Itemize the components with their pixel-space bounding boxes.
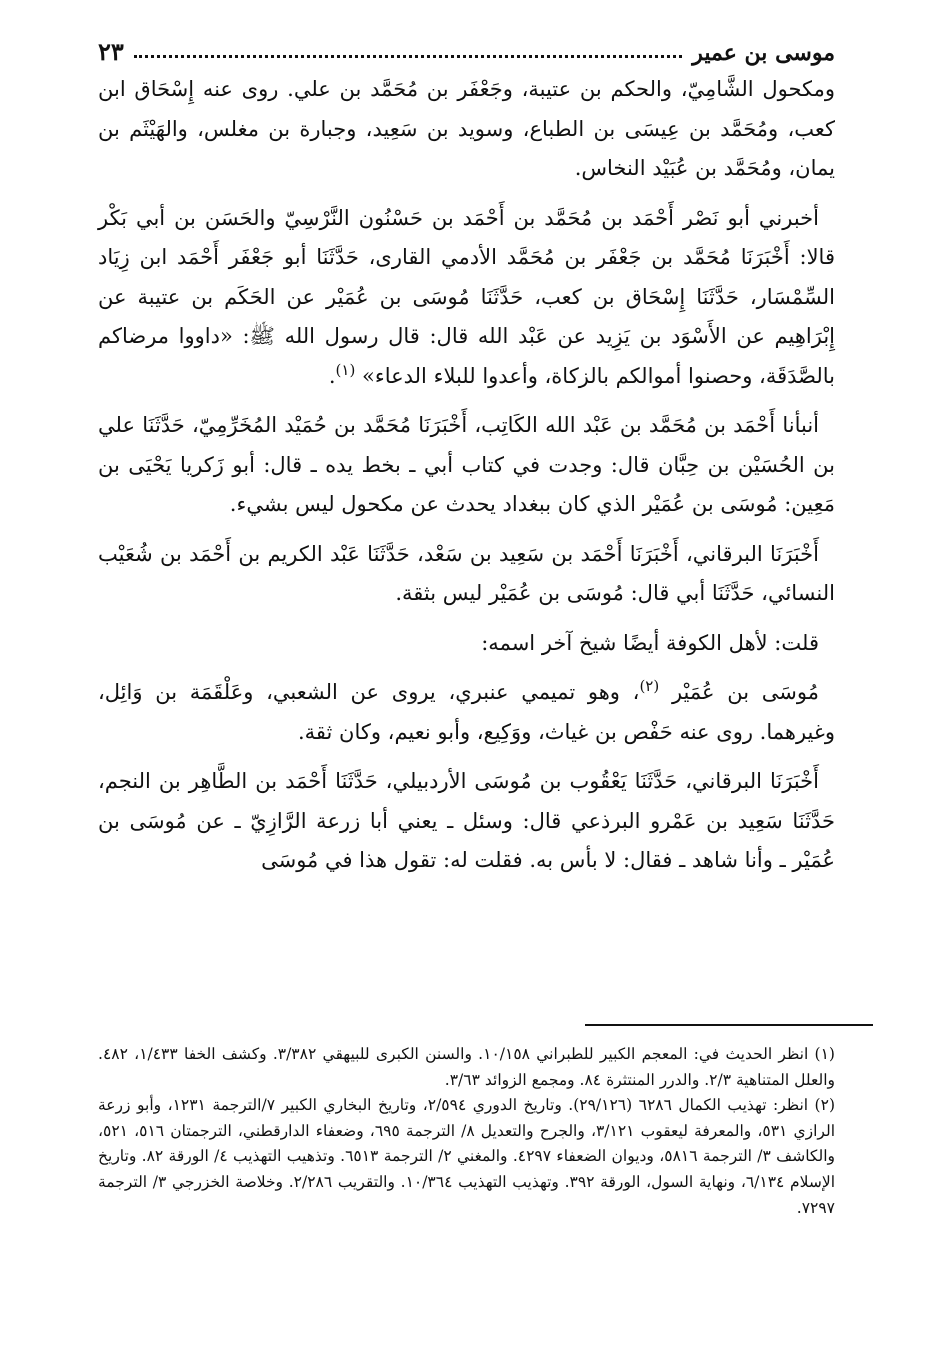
page-number: ٢٣ [98,37,124,66]
paragraph-text: أخبرني أبو نَصْر أَحْمَد بن مُحَمَّد بن أَحْمَد بن حَسْنُون النَّرْسِيّ والحَسَن بن أبي بَكْر قالا: أَخْبَرَنَا مُحَمَّد بن جَعْفَر بن مُحَمَّد الأدمي القارى، حَدَّثَنَا أبو جَعْفَر أَحْمَد ابن زِيَاد السِّمْسَار، حَدَّثَنَا إِسْحَاق بن كعب، حَدَّثَنَا مُوسَى بن عُمَيْر عن الحَكَم بن عتيبة عن إِبْرَاهِيم عن الأَسْوَد بن يَزِيد عن عَبْد الله قال: قال رسول الله ﷺ: «داووا مرضاكم بالصَّدَقَة، وحصنوا أموالكم بالزكاة، وأعدوا للبلاء الدعاء» [98,205,835,388]
paragraph-text: أنبأنا أَحْمَد بن مُحَمَّد بن عَبْد الله الكَاتِب، أَخْبَرَنَا مُحَمَّد بن حُمَيْد المُخَرِّمِيّ، حَدَّثَنَا علي بن الحُسَيْن بن حِبَّان قال: وجدت في كتاب أبي ـ بخط يده ـ قال: أبو زَكريا يَحْيَى بن مَعِين: مُوسَى بن عُمَيْر الذي كان ببغداد يحدث عن مكحول ليس بشيء. [98,413,835,516]
paragraph: أخبرني أبو نَصْر أَحْمَد بن مُحَمَّد بن أَحْمَد بن حَسْنُون النَّرْسِيّ والحَسَن بن أبي بَكْر قالا: أَخْبَرَنَا مُحَمَّد بن جَعْفَر بن مُحَمَّد الأدمي القارى، حَدَّثَنَا أبو جَعْفَر أَحْمَد ابن زِيَاد السِّمْسَار، حَدَّثَنَا إِسْحَاق بن كعب، حَدَّثَنَا مُوسَى بن عُمَيْر عن الحَكَم بن عتيبة عن إِبْرَاهِيم عن الأَسْوَد بن يَزِيد عن عَبْد الله قال: قال رسول الله ﷺ: «داووا مرضاكم بالصَّدَقَة، وحصنوا أموالكم بالزكاة، وأعدوا للبلاء الدعاء» $^{(١)}$. [98,205,835,388]
footnote: (١) انظر الحديث في: المعجم الكبير للطبراني ١٠/١٥٨. والسنن الكبرى للبيهقي ٣/٣٨٢. وكشف الخفا ١/٤٣٣، ٤٨٢. والعلل المتناهية ٢/٣. والدرر المنتثرة ٨٤. ومجمع الزوائد ٣/٦٣. [98,1045,835,1089]
paragraph-text: قلت: لأهل الكوفة أيضًا شيخ آخر اسمه: [481,630,819,655]
page-header [98,28,835,70]
running-title: موسى بن عمير [692,40,835,66]
header-leader-dots [134,55,682,58]
footnotes [98,1042,835,1221]
paragraph [98,762,835,881]
paragraph [98,673,835,752]
main-text [98,70,835,881]
paragraph [98,406,835,525]
paragraph-text: أَخْبَرَنَا البرقاني، حَدَّثَنَا يَعْقُوب بن مُوسَى الأردبيلي، حَدَّثَنَا أَحْمَد بن الطَّاهِر بن النجم، حَدَّثَنَا سَعِيد بن عَمْرو البرذعي قال: وسئل ـ يعني أبا زرعة الرَّازِيّ ـ عن مُوسَى بن عُمَيْر ـ وأنا شاهد ـ فقال: لا بأس به. فقلت له: تقول هذا في مُوسَى [98,769,835,872]
paragraph [98,70,835,189]
paragraph-text: ، وهو تميمي عنبري، يروى عن الشعبي، وعَلْقَمَة بن وَائِل، وغيرهما. روى عنه حَفْص بن غياث، ووَكِيع، وأبو نعيم، وكان ثقة. [98,680,835,744]
paragraph-text: أَخْبَرَنَا البرقاني، أَخْبَرَنَا أَحْمَد بن سَعِيد بن سَعْد، حَدَّثَنَا عَبْد الكريم بن أَحْمَد بن شُعَيْب النسائي، حَدَّثَنَا أبي قال: مُوسَى بن عُمَيْر ليس بثقة. [98,541,835,605]
paragraph [98,624,835,664]
paragraph-text: ومكحول الشَّامِيّ، والحكم بن عتيبة، وجَعْفَر بن مُحَمَّد بن علي. روى عنه إِسْحَاق ابن كعب، ومُحَمَّد بن عِيسَى بن الطباع، وسويد بن سَعِيد، وجبارة بن مغلس، والهَيْثَم بن يمان، ومُحَمَّد بن عُبَيْد النخاس. [98,77,835,180]
footnote-reference: (٢) [639,677,660,695]
entry-name: مُوسَى بن عُمَيْر [671,680,819,704]
paragraph [98,535,835,614]
footnote: (٢) انظر: تهذيب الكمال ٦٢٨٦ (٢٩/١٢٦). وتاريخ الدوري ٢/٥٩٤، وتاريخ البخاري الكبير ٧/الترجمة ١٢٣١، وأبو زرعة الرازي ٥٣١، والمعرفة ليعقوب ٣/١٢١، والجرح والتعديل ٨/ الترجمة ٦٩٥، وضعفاء الدارقطني، الترجمتان ٥١٦، ٥٢١، والكاشف ٣/ الترجمة ٥٨١٦، وديوان الضعفاء ٤٢٩٧. والمغني ٢/ الترجمة ٦٥١٣. وتذهيب التهذيب ٤/ الورقة ٨٢. وتاريخ الإسلام ٦/١٣٤، ونهاية السول، الورقة ٣٩٢. وتهذيب التهذيب ١٠/٣٦٤. والتقريب ٢/٢٨٦. وخلاصة الخزرجي ٣/ الترجمة ٧٢٩٧. [98,1096,836,1217]
footnote-divider [585,1024,873,1026]
footnote-reference: (١) [335,360,356,379]
